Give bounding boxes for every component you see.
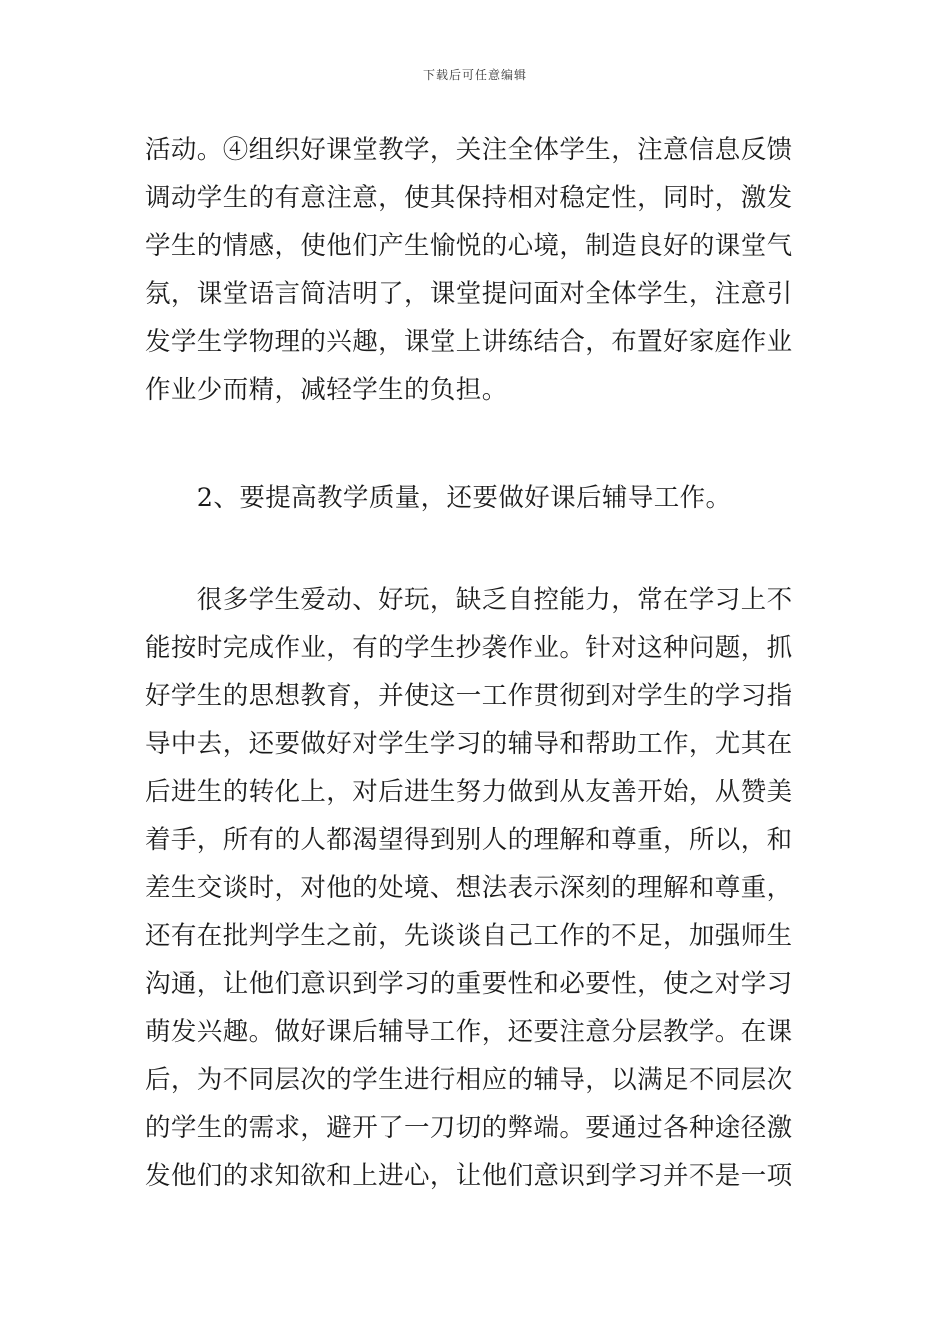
- text-line: 差生交谈时，对他的处境、想法表示深刻的理解和尊重，: [145, 873, 793, 903]
- text-line: 的学生的需求，避开了一刀切的弊端。要通过各种途径激: [145, 1113, 793, 1143]
- text-line: 发他们的求知欲和上进心，让他们意识到学习并不是一项: [145, 1161, 793, 1191]
- header-note: 下载后可任意编辑: [422, 68, 527, 82]
- text-line: 后，为不同层次的学生进行相应的辅导，以满足不同层次: [145, 1065, 793, 1095]
- text-line: 萌发兴趣。做好课后辅导工作，还要注意分层教学。在课: [145, 1017, 793, 1047]
- paragraph-3: [145, 576, 815, 1200]
- paragraph-1: [145, 126, 815, 414]
- text-line: 能按时完成作业，有的学生抄袭作业。针对这种问题，抓: [145, 633, 793, 663]
- text-line: 好学生的思想教育，并使这一工作贯彻到对学生的学习指: [145, 681, 793, 711]
- text-line: 2、要提高教学质量，还要做好课后辅导工作。: [145, 483, 732, 513]
- text-line: 氛，课堂语言简洁明了，课堂提问面对全体学生，注意引: [145, 279, 793, 309]
- text-line: 还有在批判学生之前，先谈谈自己工作的不足，加强师生: [145, 921, 793, 951]
- text-line: 导中去，还要做好对学生学习的辅导和帮助工作，尤其在: [145, 729, 793, 759]
- section-heading-2: [145, 474, 815, 522]
- text-line: 学生的情感，使他们产生愉悦的心境，制造良好的课堂气: [145, 231, 793, 261]
- text-line: 发学生学物理的兴趣，课堂上讲练结合，布置好家庭作业: [145, 327, 793, 357]
- text-line: 活动。④组织好课堂教学，关注全体学生，注意信息反馈: [145, 135, 793, 165]
- text-line: 很多学生爱动、好玩，缺乏自控能力，常在学习上不: [145, 585, 793, 615]
- text-line: 沟通，让他们意识到学习的重要性和必要性，使之对学习: [145, 969, 793, 999]
- text-line: 作业少而精，减轻学生的负担。: [145, 375, 508, 405]
- text-line: 后进生的转化上，对后进生努力做到从友善开始，从赞美: [145, 777, 793, 807]
- text-line: 着手，所有的人都渴望得到别人的理解和尊重，所以，和: [145, 825, 793, 855]
- text-line: 调动学生的有意注意，使其保持相对稳定性，同时，激发: [145, 183, 793, 213]
